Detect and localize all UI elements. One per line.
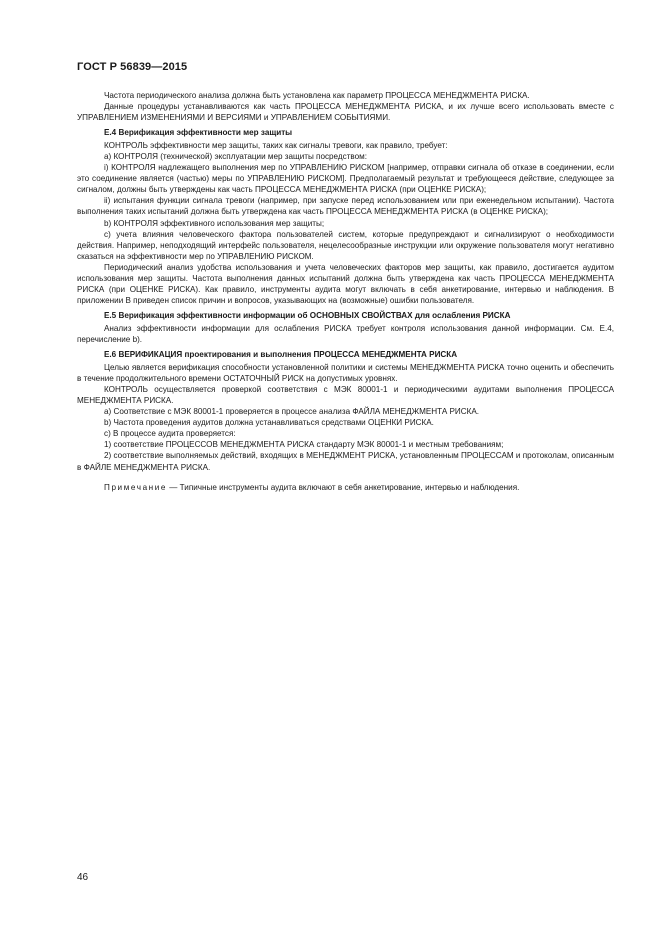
paragraph: КОНТРОЛЬ осуществляется проверкой соответствия с МЭК 80001-1 и периодическими аудитами выполнения ПРОЦЕССА МЕНЕДЖМЕНТА РИСКА.: [77, 385, 614, 406]
paragraph: КОНТРОЛЬ эффективности мер защиты, таких как сигналы тревоги, как правило, требует:: [104, 141, 448, 151]
list-item: 1) соответствие ПРОЦЕССОВ МЕНЕДЖМЕНТА РИСКА стандарту МЭК 80001-1 и местным требованиям;: [104, 440, 504, 450]
list-item: а) КОНТРОЛЯ (технической) эксплуатации мер защиты посредством:: [104, 152, 368, 162]
list-item: 2) соответствие выполняемых действий, входящих в МЕНЕДЖМЕНТ РИСКА, установленным ПРОЦЕССАМ и протоколам, описанным в ФАЙЛЕ МЕНЕДЖМЕНТА РИСКА.: [77, 451, 614, 472]
note-text: — Типичные инструменты аудита включают в себя анкетирование, интервью и наблюдения.: [167, 482, 520, 492]
document-header: ГОСТ Р 56839—2015: [77, 61, 188, 73]
paragraph: Анализ эффективности информации для ослабления РИСКА требует контроля использования данной информации. См. Е.4, перечисление b).: [77, 323, 614, 344]
list-item: ii) испытания функции сигнала тревоги (например, при запуске перед использованием или при еженедельном испытании). Частота выполнения таких испытаний должна быть утверждена как часть ПРОЦЕССА МЕНЕДЖМЕНТА РИСКА (в ОЦЕНКЕ РИСКА);: [77, 196, 614, 217]
note-label: Примечание: [104, 482, 168, 492]
section-heading-e4: E.4 Верификация эффективности мер защиты: [104, 128, 293, 138]
paragraph: Периодический анализ удобства использования и учета человеческих факторов мер защиты, как правило, достигается аудитом использования мер защиты. Частота выполнения данных испытаний должна быть утверждена как часть ПРОЦЕССА МЕНЕДЖМЕНТА РИСКА (при ОЦЕНКЕ РИСКА). Как правило, инструменты аудита могут включать в себя анкетирование, интервью и наблюдения. В приложении В приведен список причин и вопросов, указывающих на (возможные) ошибки пользователя.: [77, 262, 614, 305]
section-heading-e6: E.6 ВЕРИФИКАЦИЯ проектирования и выполнения ПРОЦЕССА МЕНЕДЖМЕНТА РИСКА: [104, 350, 458, 360]
list-item: с) В процессе аудита проверяется:: [104, 429, 236, 439]
paragraph: Частота периодического анализа должна быть установлена как параметр ПРОЦЕССА МЕНЕДЖМЕНТА РИСКА.: [104, 91, 530, 100]
list-item: b) Частота проведения аудитов должна устанавливаться средствами ОЦЕНКИ РИСКА.: [104, 418, 434, 428]
section-heading-e5: E.5 Верификация эффективности информации об ОСНОВНЫХ СВОЙСТВАХ для ослабления РИСКА: [104, 310, 511, 320]
paragraph: Данные процедуры устанавливаются как часть ПРОЦЕССА МЕНЕДЖМЕНТА РИСКА, и их лучше всего использовать вместе с УПРАВЛЕНИЕМ ИЗМЕНЕНИЯМИ И ВЕРСИЯМИ и УПРАВЛЕНИЕМ СОБЫТИЯМИ.: [77, 102, 614, 123]
list-item: с) учета влияния человеческого фактора пользователей систем, которые предупреждают и сигнализируют о необходимости действия. Например, неподходящий интерфейс пользователя, нецелесообразные инструкции или окружение пользователя могут негативно сказаться на эффективности мер по УПРАВЛЕНИЮ РИСКОМ.: [77, 229, 614, 261]
note: [77, 482, 614, 493]
page-body: [77, 90, 614, 493]
list-item: b) КОНТРОЛЯ эффективного использования мер защиты;: [104, 218, 325, 228]
page-number: 46: [77, 872, 89, 883]
list-item: а) Соответствие с МЭК 80001-1 проверяется в процессе анализа ФАЙЛА МЕНЕДЖМЕНТА РИСКА.: [104, 407, 480, 417]
list-item: i) КОНТРОЛЯ надлежащего выполнения мер по УПРАВЛЕНИЮ РИСКОМ [например, отправки сигнала об отказе в соединении, если это соединение является (частью) меры по УПРАВЛЕНИЮ РИСКОМ]. Предполагаемый результат и требующееся действие, следующее за сигналом, должны быть утверждены как часть ПРОЦЕССА МЕНЕДЖМЕНТА РИСКА (при ОЦЕНКЕ РИСКА);: [77, 163, 614, 195]
paragraph: Целью является верификация способности установленной политики и системы МЕНЕДЖМЕНТА РИСКА точно оценить и обеспечить в течение продолжительного времени ОСТАТОЧНЫЙ РИСК на допустимых уровнях.: [77, 363, 614, 384]
